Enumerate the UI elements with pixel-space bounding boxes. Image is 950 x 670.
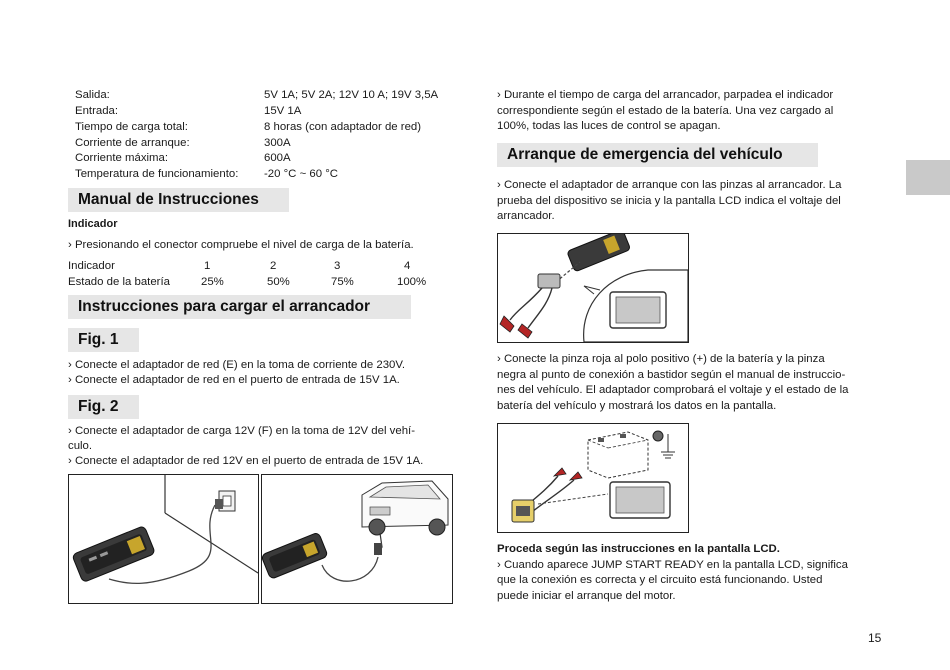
p1-line: prueba del dispositivo se inicia y la pantalla LCD indica el voltaje del (497, 195, 841, 207)
spec-label: Salida: (75, 89, 110, 101)
spec-label: Temperatura de funcionamiento: (75, 168, 239, 180)
spec-label: Entrada: (75, 105, 119, 117)
charge-heading: Instrucciones para cargar el arrancador (68, 295, 411, 319)
spec-value: 300A (264, 137, 291, 149)
table-cell: Indicador (68, 260, 115, 272)
p3-line: › Cuando aparece JUMP START READY en la pantalla LCD, significa (497, 559, 848, 571)
table-cell: 3 (334, 260, 341, 272)
fig1-line: › Conecte el adaptador de red en el puerto de entrada de 15V 1A. (68, 374, 400, 386)
p1-line: › Conecte el adaptador de arranque con las pinzas al arrancador. La (497, 179, 842, 191)
spec-value: 600A (264, 152, 291, 164)
fig1-line: › Conecte el adaptador de red (E) en la toma de corriente de 230V. (68, 359, 406, 371)
spec-label: Tiempo de carga total: (75, 121, 188, 133)
spec-value: 8 horas (con adaptador de red) (264, 121, 422, 133)
table-cell: 50% (267, 276, 290, 288)
table-cell: 75% (331, 276, 354, 288)
table-cell: Estado de la batería (68, 276, 170, 288)
table-cell: 4 (404, 260, 411, 272)
fig2-line: › Conecte el adaptador de carga 12V (F) en la toma de 12V del vehí- (68, 425, 415, 437)
spec-label: Corriente máxima: (75, 152, 169, 164)
emergency-heading: Arranque de emergencia del vehículo (497, 143, 818, 167)
p2-line: › Conecte la pinza roja al polo positivo (+) de la batería y la pinza (497, 353, 825, 365)
p2-line: nes del vehículo. El adaptador comprobará el voltaje y el estado de la (497, 384, 849, 396)
intro-line: 100%, todas las luces de control se apagan. (497, 120, 721, 132)
figure-adapter-lcd (497, 233, 689, 343)
spec-value: 5V 1A; 5V 2A; 12V 10 A; 19V 3,5A (264, 89, 439, 101)
indicator-subheading: Indicador (68, 218, 118, 230)
fig2-line: culo. (68, 440, 93, 452)
intro-line: › Durante el tiempo de carga del arrancador, parpadea el indicador (497, 89, 834, 101)
p1-line: arrancador. (497, 210, 555, 222)
adapter-lcd-illustration (498, 234, 688, 342)
table-cell: 2 (270, 260, 277, 272)
spec-label: Corriente de arranque: (75, 137, 190, 149)
p3-bold: Proceda según las instrucciones en la pantalla LCD. (497, 543, 780, 555)
fig1-heading: Fig. 1 (68, 328, 139, 352)
p2-line: batería del vehículo y mostrará los datos en la pantalla. (497, 400, 777, 412)
manual-heading: Manual de Instrucciones (68, 188, 289, 212)
section-tab-marker (906, 160, 950, 195)
intro-line: correspondiente según el estado de la batería. Una vez cargado al (497, 105, 834, 117)
p2-line: negra al punto de conexión a bastidor según el manual de instruccio- (497, 369, 846, 381)
figure-battery-connection (497, 423, 689, 533)
table-cell: 1 (204, 260, 211, 272)
car-charging-illustration (262, 475, 452, 603)
wall-charging-illustration (69, 475, 258, 603)
figure-wall-charging (68, 474, 259, 604)
spec-value: -20 °C ~ 60 °C (264, 168, 339, 180)
indicator-text: › Presionando el conector compruebe el nivel de carga de la batería. (68, 239, 414, 251)
fig2-heading: Fig. 2 (68, 395, 139, 419)
figure-car-charging (261, 474, 453, 604)
table-cell: 25% (201, 276, 224, 288)
fig2-line: › Conecte el adaptador de red 12V en el puerto de entrada de 15V 1A. (68, 455, 424, 467)
table-cell: 100% (397, 276, 427, 288)
p3-line: que la conexión es correcta y el circuito está funcionando. Usted (497, 574, 823, 586)
spec-value: 15V 1A (264, 105, 302, 117)
page-number: 15 (868, 631, 882, 645)
battery-connection-illustration (498, 424, 688, 532)
p3-line: puede iniciar el arranque del motor. (497, 590, 676, 602)
